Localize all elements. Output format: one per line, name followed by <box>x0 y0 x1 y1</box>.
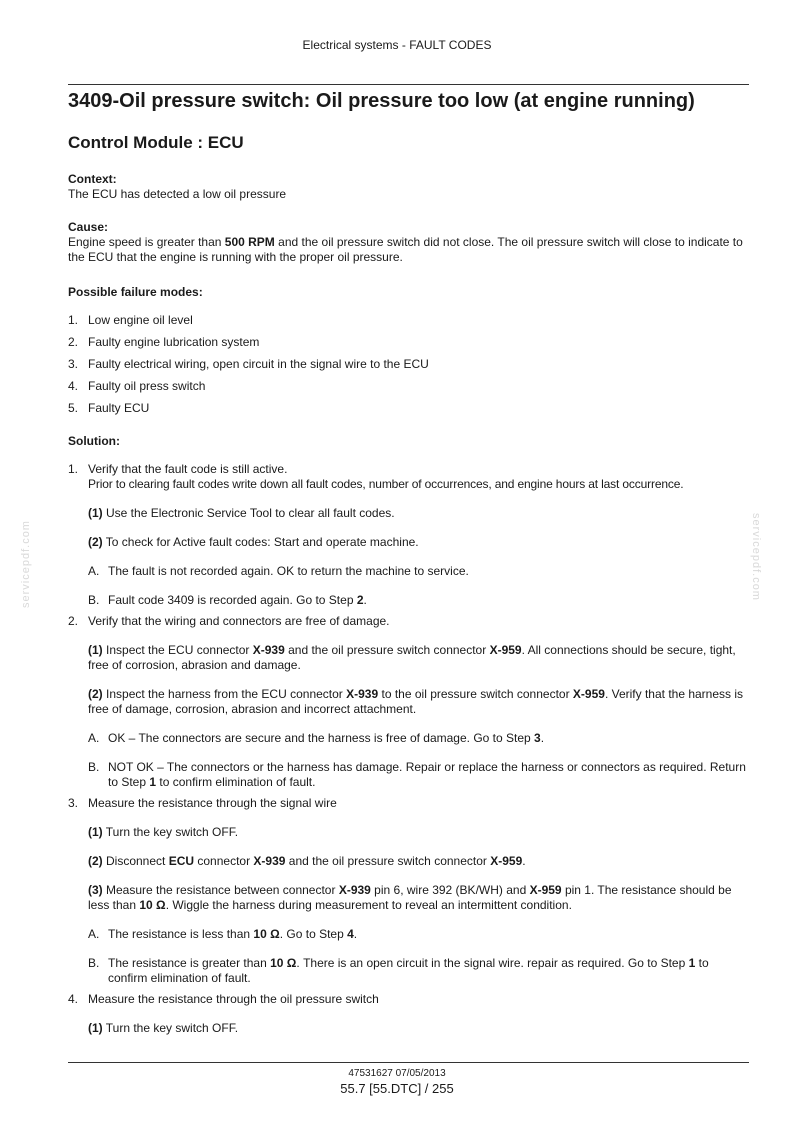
control-module-heading: Control Module : ECU <box>68 133 244 152</box>
failure-modes-list <box>68 313 749 416</box>
cause-text: Engine speed is greater than 500 RPM and the oil pressure switch did not close. The oil pressure switch will close to indicate to the ECU that the engine is running with the proper oil pressure. <box>68 235 743 264</box>
solution-step-3: 3. Measure the resistance through the signal wire (1) Turn the key switch OFF. (2) Disconnect ECU connector X-939 and the oil pressure switch connector X-959. (3) Measure the resistance between connector X-939 pin 6, wire 392 (BK/WH) and X-959 pin 1. The resistance should be less than 10 Ω. Wiggle the harness during measurement to reveal an intermittent condition. A. The resistance is less than 10 Ω. Go to Step 4. B. The resistance is greater than 10 Ω. There is an open circuit in the signal wire. repair as required. Go to Step 1 to confirm elimination of fault. <box>68 796 732 985</box>
context-label: Context: <box>68 172 117 186</box>
cause-section <box>68 220 749 265</box>
cause-label: Cause: <box>68 220 109 234</box>
page-title: 3409-Oil pressure switch: Oil pressure too low (at engine running) <box>68 90 695 112</box>
header-rule <box>68 84 749 85</box>
list-item: 1. Low engine oil level <box>68 313 193 327</box>
running-header: Electrical systems - FAULT CODES <box>302 38 492 52</box>
footer-page-number: 55.7 [55.DTC] / 255 <box>340 1081 454 1096</box>
list-item: 3. Faulty electrical wiring, open circuit in the signal wire to the ECU <box>68 357 429 371</box>
failure-modes-label: Possible failure modes: <box>68 285 203 299</box>
watermark-right: servicepdf.com <box>750 513 762 601</box>
document-body <box>68 172 749 1036</box>
list-item: 5. Faulty ECU <box>68 401 150 415</box>
watermark-left: servicepdf.com <box>20 520 32 608</box>
list-item: 4. Faulty oil press switch <box>68 379 206 393</box>
failure-modes-section <box>68 285 749 416</box>
solution-step-1: 1. Verify that the fault code is still active. Prior to clearing fault codes write down all fault codes, number of occurrences, and engine hours at last occurrence. (1) Use the Electronic Service Tool to clear all fault codes. (2) To check for Active fault codes: Start and operate machine. A. The fault is not recorded again. OK to return the machine to service. B. Fault code 3409 is recorded again. Go to Step 2. <box>68 462 684 607</box>
solution-step-2: 2. Verify that the wiring and connectors are free of damage. (1) Inspect the ECU connector X-939 and the oil pressure switch connector X-959. All connections should be secure, tight, free of corrosion, abrasion and damage. (2) Inspect the harness from the ECU connector X-939 to the oil pressure switch connector X-959. Verify that the harness is free of damage, corrosion, abrasion and incorrect attachment. A. OK – The connectors are secure and the harness is free of damage. Go to Step 3. B. NOT OK – The connectors or the harness has damage. Repair or replace the harness or connectors as required. Return to Step 1 to confirm elimination of fault. <box>68 614 746 789</box>
solution-section <box>68 434 749 1036</box>
list-item: 2. Faulty engine lubrication system <box>68 335 260 349</box>
context-section <box>68 172 749 202</box>
solution-label: Solution: <box>68 434 120 448</box>
context-text: The ECU has detected a low oil pressure <box>68 187 287 201</box>
footer-rule <box>68 1062 749 1063</box>
solution-step-4: 4. Measure the resistance through the oil pressure switch (1) Turn the key switch OFF. <box>68 992 379 1035</box>
footer-doc-code: 47531627 07/05/2013 <box>348 1068 446 1079</box>
